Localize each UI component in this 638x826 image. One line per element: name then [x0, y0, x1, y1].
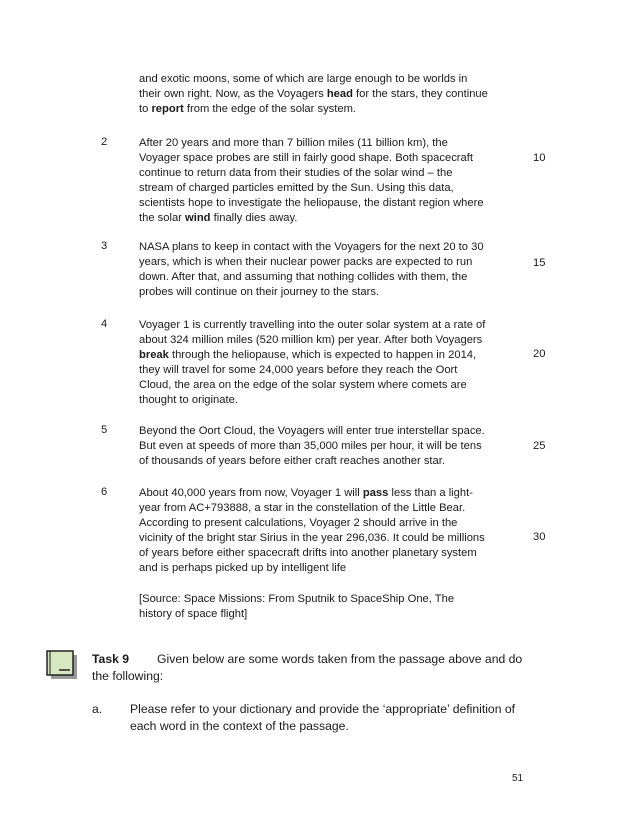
p4-line-2: about 324 million miles (520 million km) per year. After both Voyagers	[139, 334, 483, 346]
source-citation	[139, 592, 501, 622]
notebook-icon	[45, 650, 79, 680]
line-number-25: 25	[533, 440, 546, 452]
paragraph-number-3: 3	[101, 240, 108, 252]
paragraph-number-5: 5	[101, 424, 108, 436]
p2-line-3: continue to return data from their studies of the solar wind – the	[139, 167, 453, 179]
keyword-head: head	[326, 88, 353, 100]
keyword-pass: pass	[362, 487, 389, 499]
paragraph-number-4: 4	[101, 318, 108, 330]
p2-line-4: stream of charged particles emitted by the Sun. Using this data,	[139, 182, 454, 194]
p6-line-4: vicinity of the bright star Sirius in the year 296,036. It could be millions	[139, 532, 485, 544]
task-item-line-2: each word in the context of the passage.	[130, 719, 349, 733]
p2-line-1: After 20 years and more than 7 billion miles (11 billion km), the	[139, 137, 448, 149]
p6-line-3: According to present calculations, Voyager 2 should arrive in the	[139, 517, 458, 529]
p4-line-4: they will travel for some 24,000 years before they reach the Oort	[139, 364, 458, 376]
p4-line-1: Voyager 1 is currently travelling into the outer solar system at a rate of	[139, 319, 486, 331]
line-number-30: 30	[533, 531, 546, 543]
p5-line-1: Beyond the Oort Cloud, the Voyagers will enter true interstellar space.	[139, 425, 485, 437]
p6-line-1: About 40,000 years from now, Voyager 1 will pass less than a light-	[139, 487, 473, 499]
intro-line-2: their own right. Now, as the Voyagers head for the stars, they continue	[139, 88, 488, 100]
paragraph-3	[139, 240, 501, 300]
p6-line-5: of years before either spacecraft drifts into another planetary system	[139, 547, 477, 559]
p3-line-2: years, which is when their nuclear power packs are expected to run	[139, 256, 473, 268]
intro-line-3: to report from the edge of the solar system.	[139, 103, 357, 115]
task-instruction-cont: the following:	[92, 669, 164, 683]
line-number-10: 10	[533, 152, 546, 164]
p4-line-6: thought to originate.	[139, 394, 238, 406]
paragraph-4	[139, 318, 501, 408]
intro-paragraph	[139, 72, 501, 117]
keyword-break: break	[139, 349, 169, 361]
line-number-15: 15	[533, 257, 546, 269]
paragraph-6	[139, 486, 501, 576]
p5-line-2: But even at speeds of more than 35,000 miles per hour, it will be tens	[139, 440, 482, 452]
task-item-line-1: Please refer to your dictionary and provide the ‘appropriate’ definition of	[130, 702, 516, 716]
p2-line-2: Voyager space probes are still in fairly good shape. Both spacecraft	[139, 152, 473, 164]
intro-line-1: and exotic moons, some of which are large enough to be worlds in	[139, 73, 468, 85]
p2-line-5: scientists hope to investigate the heliopause, the distant region where	[139, 197, 484, 209]
p4-line-5: Cloud, the area on the edge of the solar system where comets are	[139, 379, 467, 391]
page-number: 51	[512, 773, 524, 784]
p6-line-2: year from AC+793888, a star in the constellation of the Little Bear.	[139, 502, 466, 514]
paragraph-number-2: 2	[101, 136, 108, 148]
p3-line-4: probes will continue on their journey to the stars.	[139, 286, 380, 298]
task-label: Task 9	[92, 652, 130, 666]
keyword-report: report	[151, 103, 184, 115]
p3-line-3: down. After that, and assuming that nothing collides with them, the	[139, 271, 468, 283]
paragraph-number-6: 6	[101, 486, 108, 498]
keyword-wind: wind	[185, 212, 211, 224]
source-line-2: history of space flight]	[139, 608, 248, 620]
task-instruction: Given below are some words taken from the passage above and do	[157, 652, 523, 666]
p4-line-3: break through the heliopause, which is expected to happen in 2014,	[139, 349, 477, 361]
p3-line-1: NASA plans to keep in contact with the Voyagers for the next 20 to 30	[139, 241, 484, 253]
paragraph-5	[139, 424, 501, 469]
task-item-letter: a.	[92, 702, 103, 716]
p5-line-3: of thousands of years before either craft reaches another star.	[139, 455, 445, 467]
paragraph-2	[139, 136, 501, 226]
line-number-20: 20	[533, 348, 546, 360]
p2-line-6: the solar wind finally dies away.	[139, 212, 298, 224]
source-line-1: [Source: Space Missions: From Sputnik to SpaceShip One, The	[139, 593, 455, 605]
p6-line-6: and is perhaps picked up by intelligent life	[139, 562, 347, 574]
task-heading-line	[92, 651, 522, 668]
